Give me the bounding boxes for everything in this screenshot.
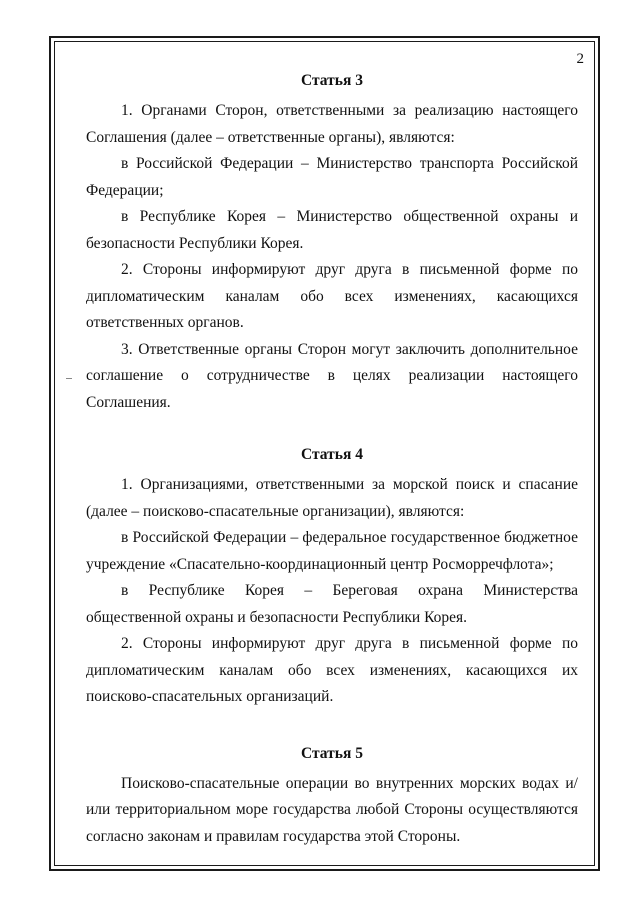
article-3: [86, 68, 578, 416]
article-4: [86, 442, 578, 711]
margin-mark: [66, 378, 72, 379]
article-title: Статья 5: [301, 744, 363, 762]
document-body: [86, 68, 578, 850]
paragraph: в Республике Корея – Министерство общественной охраны и безопасности Республики Корея.: [86, 208, 578, 252]
article-title: Статья 3: [301, 72, 363, 89]
article-5: [86, 741, 578, 851]
paragraph: 1. Органами Сторон, ответственными за реализацию настоящего Соглашения (далее – ответственные органы), являются:: [86, 102, 578, 146]
paragraph: Поисково-спасательные операции во внутренних морских водах и/или территориальном море государства любой Стороны осуществляются согласно законам и правилам государства этой Стороны.: [86, 774, 578, 845]
article-title: Статья 4: [301, 446, 363, 463]
paragraph: в Республике Корея – Береговая охрана Министерства общественной охраны и безопасности Республики Корея.: [86, 582, 578, 626]
paragraph: в Российской Федерации – федеральное государственное бюджетное учреждение «Спасательно-координационный центр Росморречфлота»;: [86, 529, 578, 573]
page-number: 2: [576, 51, 584, 67]
paragraph: 1. Организациями, ответственными за морской поиск и спасание (далее – поисково-спасательные организации), являются:: [86, 476, 578, 520]
paragraph: в Российской Федерации – Министерство транспорта Российской Федерации;: [86, 155, 578, 199]
paragraph: 2. Стороны информируют друг друга в письменной форме по дипломатическим каналам обо всех изменениях, касающихся ответственных органов.: [86, 261, 578, 331]
paragraph: 3. Ответственные органы Сторон могут заключить дополнительное соглашение о сотрудничестве в целях реализации настоящего Соглашения.: [86, 340, 578, 411]
paragraph: 2. Стороны информируют друг друга в письменной форме по дипломатическим каналам обо всех изменениях, касающихся их поисково-спасательных организаций.: [86, 635, 578, 705]
